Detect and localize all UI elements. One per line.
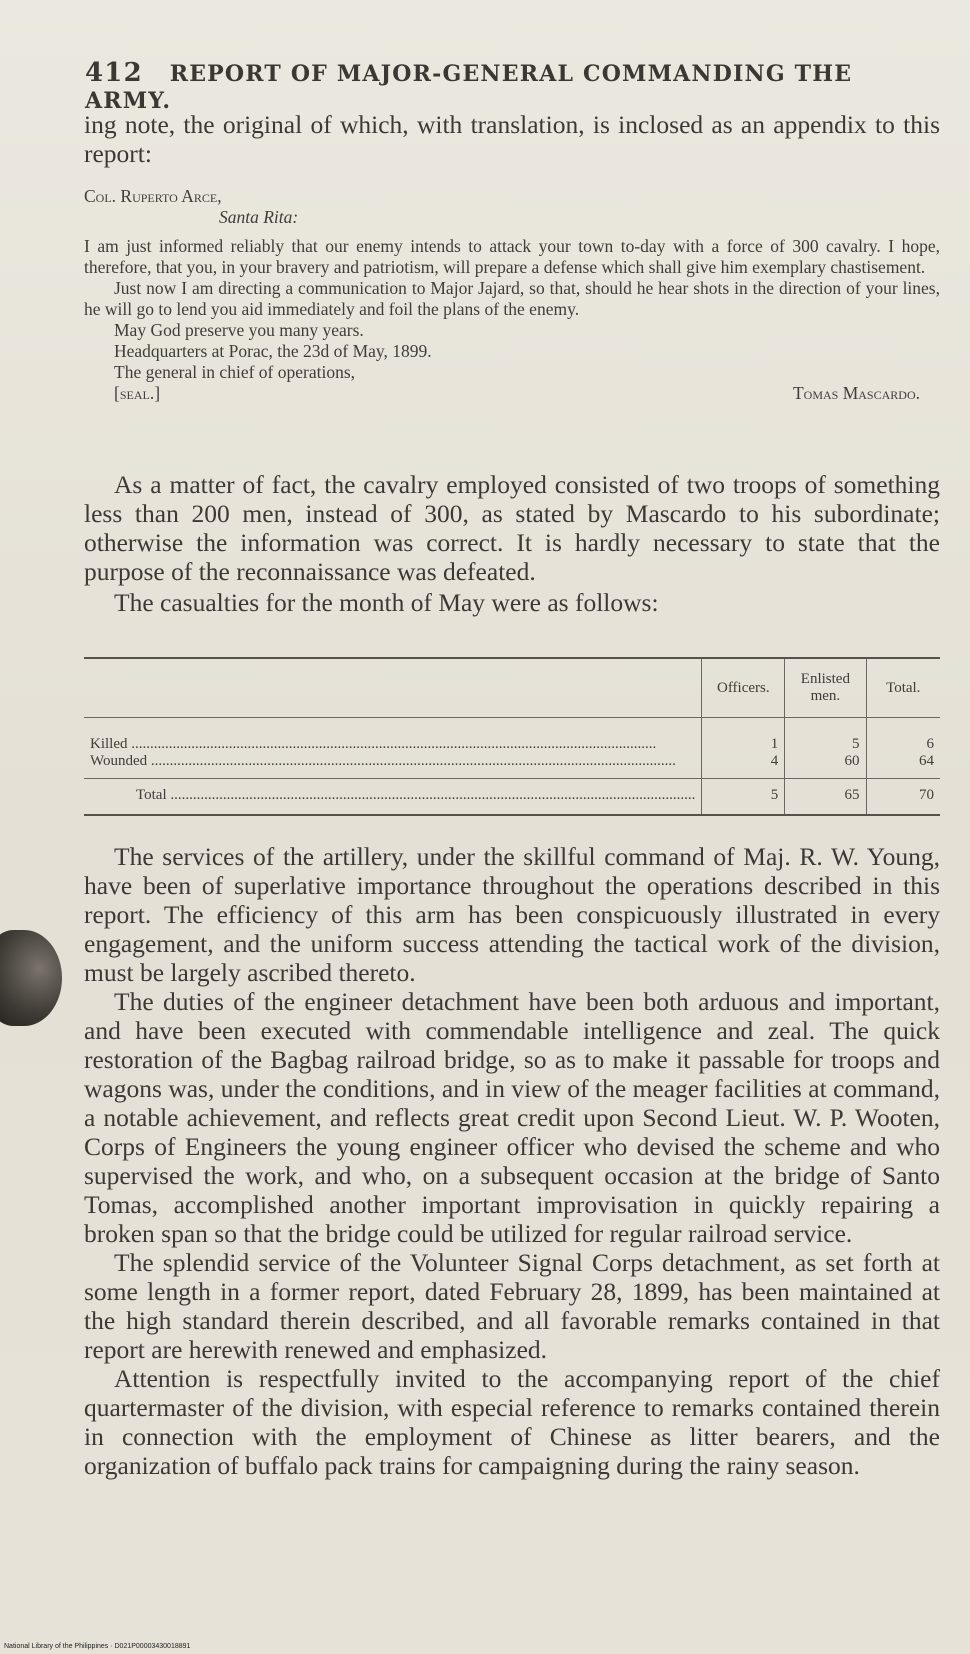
table-row (84, 718, 940, 754)
main-body (84, 842, 940, 1480)
letter-location: Santa Rita: (219, 207, 299, 227)
total-total: 70 (866, 779, 940, 816)
cell-officers: 1 (702, 718, 785, 754)
scan-footer: National Library of the Philippines · D021P00003430018891 (4, 1643, 191, 1650)
cell-total: 6 (866, 718, 940, 754)
cell-enlisted: 60 (785, 753, 866, 779)
casualties-intro: The casualties for the month of May were as follows: (114, 588, 659, 617)
total-enlisted: 65 (785, 779, 866, 816)
letter-paragraph: I am just informed reliably that our enemy intends to attack your town to-day with a force of 300 cavalry. I hope, therefore, that you, in your bravery and patriotism, will prepare a defense which shall give him exemplary chastisement. (84, 236, 940, 277)
letter-office: The general in chief of operations, (114, 362, 356, 382)
header-enlisted: Enlisted men. (785, 658, 866, 718)
intro-paragraph (84, 110, 940, 168)
cell-officers: 4 (702, 753, 785, 779)
page-number: 412 (85, 58, 143, 88)
intro-text: ing note, the original of which, with translation, is inclosed as an appendix to this report: (84, 110, 940, 168)
casualties-table (84, 657, 940, 816)
artillery-paragraph: The services of the artillery, under the skillful command of Maj. R. W. Young, have been of superlative importance throughout the operations described in this report. The efficiency of this arm has been conspicuously illustrated in every engagement, and the uniform success attending the tactical work of the division, must be largely ascribed thereto. (84, 842, 940, 987)
header-officers: Officers. (702, 658, 785, 718)
letter-place-date: Headquarters at Porac, the 23d of May, 1899. (114, 341, 432, 361)
header-total: Total. (866, 658, 940, 718)
table-total-row (84, 779, 940, 816)
total-label: Total ..... (136, 787, 695, 804)
scanner-thumb-shadow (0, 930, 62, 1026)
letter-paragraph: Just now I am directing a communication to Major Jajard, so that, should he hear shots in the direction of your lines, he will go to lend you aid immediately and foil the plans of the enemy. (84, 278, 940, 319)
signal-corps-paragraph: The splendid service of the Volunteer Signal Corps detachment, as set forth at some length in a former report, dated February 28, 1899, has been maintained at the high standard therein described, and all favorable remarks contained in that report are herewith renewed and emphasized. (84, 1248, 940, 1364)
cavalry-paragraph: As a matter of fact, the cavalry employed consisted of two troops of something less than 200 men, instead of 300, as stated by Mascardo to his subordinate; otherwise the information was correct. It is hardly necessary to state that the purpose of the reconnaissance was defeated. The casualties for the month of May were as follows: (84, 470, 940, 617)
quoted-letter (84, 186, 940, 404)
row-label: Wounded ..... (90, 753, 695, 770)
total-officers: 5 (702, 779, 785, 816)
table-row (84, 753, 940, 779)
letter-signature: Tomas Mascardo. (792, 383, 920, 403)
letter-signature-line (84, 383, 940, 404)
table-header-row (84, 658, 940, 718)
quartermaster-paragraph: Attention is respectfully invited to the accompanying report of the chief quartermaster of the division, with especial reference to remarks contained therein in connection with the employment of Chinese as litter bearers, and the organization of buffalo pack trains for campaigning during the rainy season. (84, 1364, 940, 1480)
cell-enlisted: 5 (785, 718, 866, 754)
running-title: REPORT OF MAJOR-GENERAL COMMANDING THE ARMY. (85, 61, 853, 114)
row-label: Killed ..... (90, 736, 695, 753)
letter-addressee: Col. Ruperto Arce, (84, 186, 222, 206)
cell-total: 64 (866, 753, 940, 779)
engineer-paragraph: The duties of the engineer detachment have been both arduous and important, and have been executed with commendable intelligence and zeal. The quick restoration of the Bagbag railroad bridge, so as to make it passable for troops and wagons was, under the conditions, and in view of the meager facilities at command, a notable achievement, and reflects great credit upon Second Lieut. W. P. Wooten, Corps of Engineers the young engineer officer who devised the scheme and who supervised the work, and who, on a subsequent occasion at the bridge of Santo Tomas, accomplished another important improvisation in quickly repairing a broken span so that the bridge could be utilized for regular railroad service. (84, 987, 940, 1248)
page-header (85, 58, 925, 114)
seal-mark: [seal.] (114, 383, 161, 403)
letter-closing: May God preserve you many years. (114, 320, 364, 340)
